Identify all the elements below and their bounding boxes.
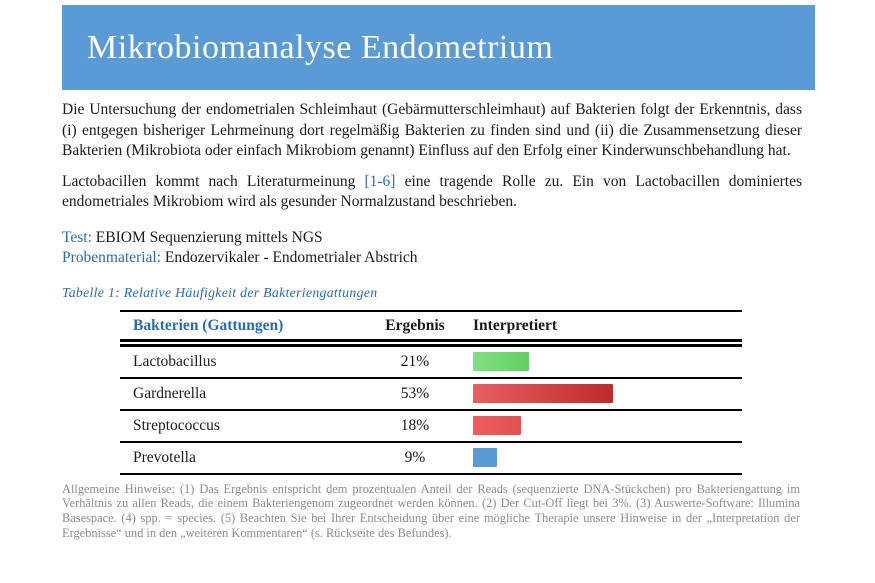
test-value: EBIOM Sequenzierung mittels NGS	[95, 228, 323, 246]
specimen-info	[62, 228, 802, 268]
interpretation-bar	[473, 416, 521, 435]
column-header-result: Ergebnis	[385, 316, 445, 334]
interpretation-bar-cell	[460, 384, 742, 403]
bacteria-table	[120, 310, 742, 475]
report-body	[62, 100, 802, 541]
table-row	[120, 379, 742, 411]
result-percent: 18%	[400, 416, 430, 434]
interpretation-bar	[473, 384, 613, 403]
table-row	[120, 411, 742, 443]
report-header-banner	[62, 5, 815, 90]
citation-link[interactable]: [1-6]	[364, 172, 396, 190]
material-value: Endozervikaler - Endometrialer Abstrich	[164, 248, 418, 266]
table-caption: Tabelle 1: Relative Häufigkeit der Bakteriengattungen	[62, 284, 378, 300]
table-rows	[120, 347, 742, 475]
interpretation-bar	[473, 448, 497, 467]
paragraph-2-text-before: Lactobacillen kommt nach Literaturmeinung	[62, 172, 365, 190]
table-row	[120, 347, 742, 379]
test-line	[62, 228, 802, 248]
material-label: Probenmaterial:	[62, 248, 161, 266]
interpretation-bar-cell	[460, 416, 742, 435]
intro-paragraph-2	[62, 172, 802, 213]
intro-paragraph-1: Die Untersuchung der endometrialen Schleimhaut (Gebärmutterschleimhaut) auf Bakterien folgt der Erkenntnis, dass (i) entgegen bisheriger Lehrmeinung dort regelmäßig Bakterien zu finden sind und (ii) die Zusammensetzung dieser Bakterien (Mikrobiota oder einfach Mikrobiom genannt) Einfluss auf den Erfolg einer Kinderwunschbehandlung hat.	[62, 101, 802, 159]
interpretation-bar	[473, 352, 529, 371]
table-row	[120, 443, 742, 475]
paragraph-2-text-after: eine tragende Rolle zu. Ein von Lactobacillen dominiertes endometriales Mikrobiom wird als gesunder Normalzustand beschrieben.	[62, 172, 802, 210]
table-header-row	[120, 312, 742, 339]
column-header-bacteria: Bakterien (Gattungen)	[133, 316, 284, 334]
interpretation-bar-cell	[460, 352, 742, 371]
page-title: Mikrobiomanalyse Endometrium	[87, 29, 554, 66]
interpretation-bar-cell	[460, 448, 742, 467]
general-notes: Allgemeine Hinweise: (1) Das Ergebnis entspricht dem prozentualen Anteil der Reads (sequenzierte DNA-Stückchen) pro Bakteriengattung im Verhältnis zu allen Reads, die einem Bakteriengenom zugeordnet werden können. (2) Der Cut-Off liegt bei 3%. (3) Auswerte-Software: Illumina Basespace. (4) spp. = species. (5) Beachten Sie bei Ihrer Entscheidung über eine mögliche Therapie unsere Hinweise in der „Interpretation der Ergebnisse“ und in den „weiteren Kommentaren“ (s. Rückseite des Befundes).	[62, 481, 800, 540]
column-header-interpreted: Interpretiert	[473, 316, 558, 334]
bacteria-name: Lactobacillus	[133, 352, 217, 370]
result-percent: 53%	[400, 384, 430, 402]
bacteria-name: Gardnerella	[133, 384, 207, 402]
test-label: Test:	[62, 228, 92, 246]
bacteria-name: Prevotella	[133, 448, 196, 466]
bacteria-name: Streptococcus	[133, 416, 220, 434]
material-line	[62, 248, 802, 268]
result-percent: 9%	[404, 448, 426, 466]
result-percent: 21%	[400, 352, 430, 370]
